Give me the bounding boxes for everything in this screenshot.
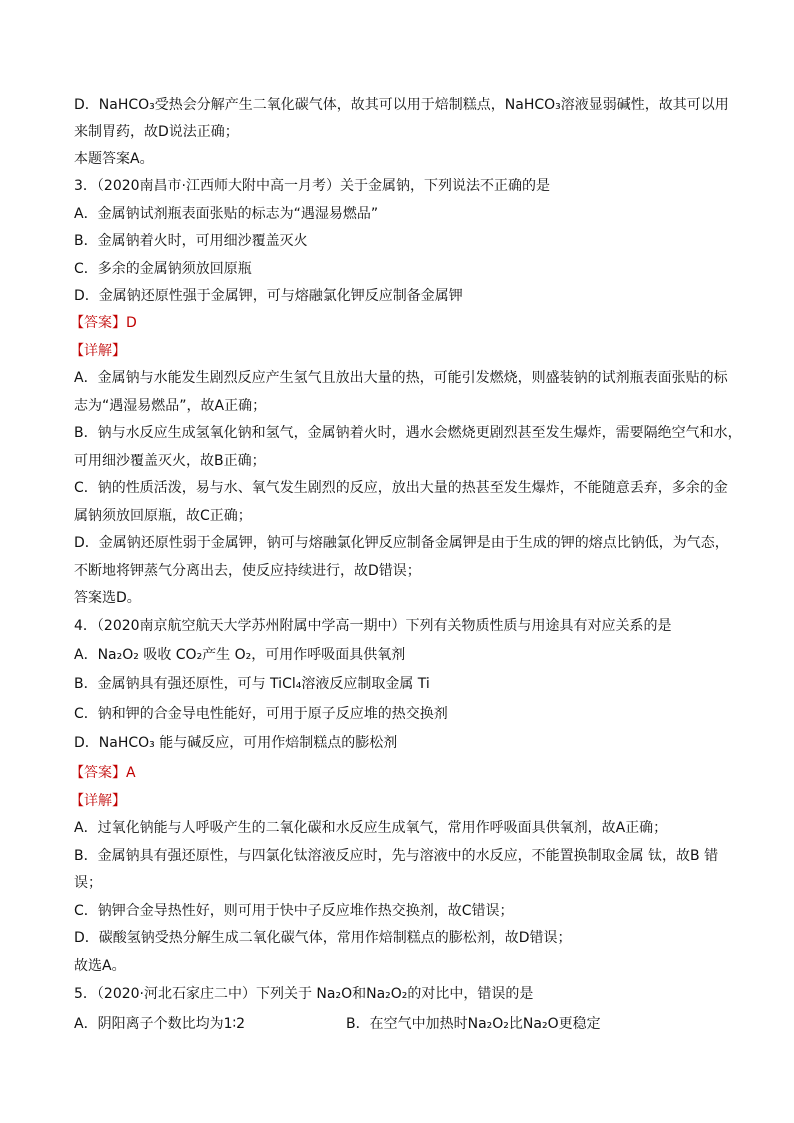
q4-explanation-a: A．过氧化钠能与人呼吸产生的二氧化碳和水反应生成氧气，常用作呼吸面具供氧剂，故A正确；	[74, 820, 668, 836]
question-3-explanation-heading: 【详解】	[70, 343, 126, 359]
question-3-stem: 3．（2020南昌市·江西师大附中高一月考）关于金属钠，下列说法不正确的是	[74, 178, 550, 194]
option-d-text: D．NaHCO₃受热会分解产生二氧化碳气体，故其可以用于焙制糕点，NaHCO₃溶液显弱碱性，故其可以用	[74, 97, 729, 113]
explanation-a-cont: 志为“遇湿易燃品”，故A正确；	[74, 398, 267, 414]
question-4-stem: 4．（2020南京航空航天大学苏州附属中学高一期中）下列有关物质性质与用途具有对应关系的是	[74, 618, 672, 634]
explanation-c: C．钠的性质活泼，易与水、氧气发生剧烈的反应，放出大量的热甚至发生爆炸，不能随意丢弃，多余的金	[74, 480, 728, 496]
question-4-explanation-heading: 【详解】	[70, 793, 126, 809]
option-d-text-cont: 来制胃药，故D说法正确；	[74, 124, 239, 140]
question-4-conclusion: 故选A。	[74, 958, 126, 974]
q4-explanation-c: C．钠钾合金导热性好，则可用于快中子反应堆作热交换剂，故C错误；	[74, 903, 514, 919]
question-3-option-d: D．金属钠还原性强于金属钾，可与熔融氯化钾反应制备金属钾	[74, 288, 463, 304]
question-3-option-c: C．多余的金属钠须放回原瓶	[74, 261, 252, 277]
question-3-option-a: A．金属钠试剂瓶表面张贴的标志为“遇湿易燃品”	[74, 206, 379, 222]
question-3-answer: 【答案】D	[70, 315, 137, 331]
q4-explanation-b-cont: 误；	[74, 875, 102, 891]
q4-explanation-b: B．金属钠具有强还原性，与四氯化钛溶液反应时，先与溶液中的水反应，不能置换制取金属 钛，故B 错	[74, 848, 719, 864]
question-4-option-b: B．金属钠具有强还原性，可与 TiCl₄溶液反应制取金属 Ti	[74, 676, 430, 692]
explanation-d-cont: 不断地将钾蒸气分离出去，使反应持续进行，故D错误；	[74, 563, 421, 579]
explanation-b-cont: 可用细沙覆盖灭火，故B正确；	[74, 453, 266, 469]
explanation-d: D．金属钠还原性弱于金属钾，钠可与熔融氯化钾反应制备金属钾是由于生成的钾的熔点比钠低，为气态，	[74, 535, 729, 551]
q4-explanation-d: D．碳酸氢钠受热分解生成二氧化碳气体，常用作焙制糕点的膨松剂，故D错误；	[74, 930, 572, 946]
explanation-c-cont: 属钠须放回原瓶，故C正确；	[74, 508, 252, 524]
question-5-option-a: A．阴阳离子个数比均为1∶2	[74, 1016, 246, 1032]
explanation-a: A．金属钠与水能发生剧烈反应产生氢气且放出大量的热，可能引发燃烧，则盛装钠的试剂瓶表面张贴的标	[74, 370, 728, 386]
question-5-stem: 5．（2020·河北石家庄二中）下列关于 Na₂O和Na₂O₂的对比中，错误的是	[74, 986, 534, 1002]
answer-summary: 本题答案A。	[74, 151, 154, 167]
question-4-option-d: D．NaHCO₃ 能与碱反应，可用作焙制糕点的膨松剂	[74, 735, 398, 751]
question-3-conclusion: 答案选D。	[74, 590, 141, 606]
question-4-option-a: A．Na₂O₂ 吸收 CO₂产生 O₂，可用作呼吸面具供氧剂	[74, 647, 406, 663]
question-4-option-c: C．钠和钾的合金导电性能好，可用于原子反应堆的热交换剂	[74, 706, 448, 722]
question-5-option-b: B．在空气中加热时Na₂O₂比Na₂O更稳定	[346, 1016, 601, 1032]
question-4-answer: 【答案】A	[70, 765, 136, 781]
question-3-option-b: B．金属钠着火时，可用细沙覆盖灭火	[74, 233, 308, 249]
explanation-b: B．钠与水反应生成氢氧化钠和氢气，金属钠着火时，遇水会燃烧更剧烈甚至发生爆炸，需要隔绝空气和水，	[74, 425, 742, 441]
